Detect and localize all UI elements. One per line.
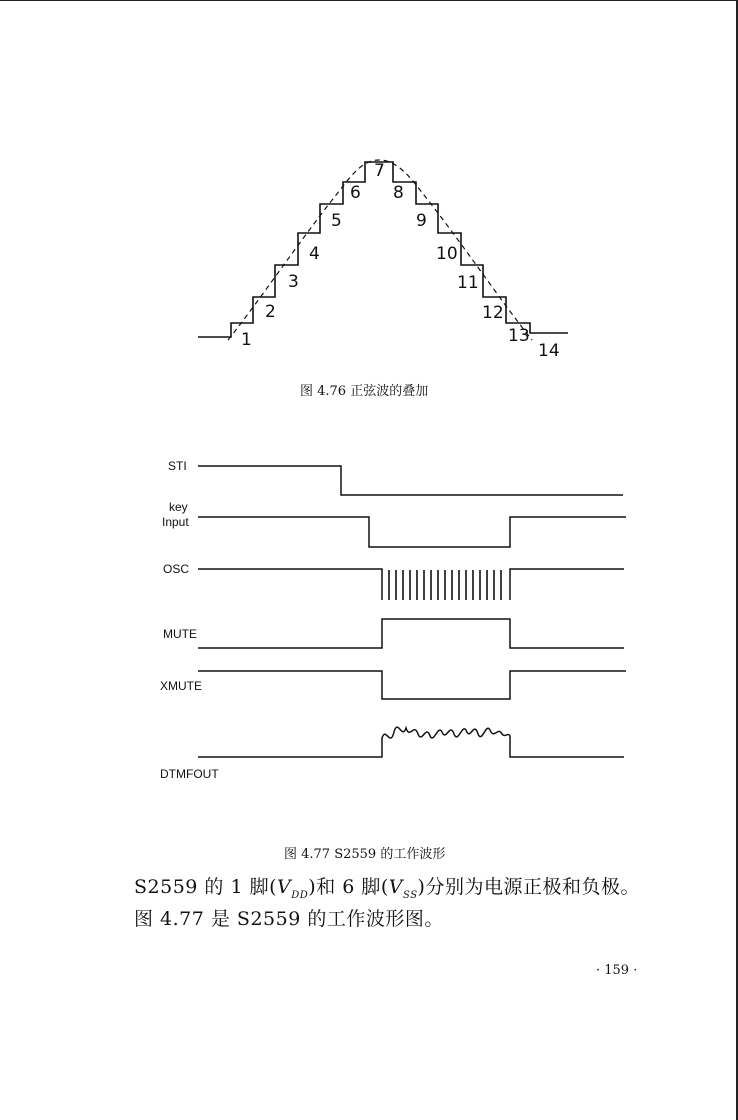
dtmfout-waveform	[198, 727, 624, 757]
step-label-7: 7	[374, 161, 385, 181]
vdd-subscript: DD	[291, 889, 309, 901]
vdd-symbol: V	[277, 876, 292, 898]
vss-subscript: SS	[403, 889, 418, 901]
sti-label: STI	[168, 459, 187, 473]
input-label: Input	[162, 515, 189, 529]
body-paragraph-line-1	[134, 872, 640, 901]
key-input-waveform	[198, 517, 626, 547]
step-label-12: 12	[482, 303, 504, 323]
osc-baseline-left	[198, 569, 382, 600]
body-paragraph-line-2: 图 4.77 是 S2559 的工作波形图。	[134, 908, 444, 930]
step-label-9: 9	[416, 211, 427, 231]
osc-label: OSC	[163, 562, 190, 576]
step-label-5: 5	[331, 211, 342, 231]
step-label-10: 10	[436, 244, 458, 264]
xmute-waveform	[198, 671, 626, 699]
step-label-14: 14	[538, 341, 560, 361]
step-label-11: 11	[457, 273, 479, 293]
step-label-2: 2	[265, 302, 276, 322]
staircase-waveform	[198, 162, 568, 337]
osc-pulse-train	[389, 570, 501, 600]
step-label-6: 6	[350, 183, 361, 203]
page-top-border	[0, 0, 738, 1]
mute-label: MUTE	[163, 627, 197, 641]
sti-waveform	[198, 466, 623, 495]
figure-4-77-waveforms	[0, 440, 738, 790]
body-text-1c: )分别为电源正极和负极。	[417, 876, 640, 898]
step-label-1: 1	[241, 330, 252, 350]
step-label-13: 13	[508, 326, 530, 346]
osc-baseline-right	[510, 569, 624, 600]
mute-waveform	[198, 619, 624, 648]
step-label-3: 3	[288, 272, 299, 292]
step-label-8: 8	[393, 183, 404, 203]
body-text-1a: S2559 的 1 脚(	[134, 876, 277, 898]
vss-symbol: V	[388, 876, 404, 898]
figure-4-76-caption: 图 4.76 正弦波的叠加	[300, 384, 429, 399]
figure-4-76-staircase	[0, 150, 738, 365]
figure-4-77-caption: 图 4.77 S2559 的工作波形	[284, 847, 446, 862]
step-label-4: 4	[309, 244, 320, 264]
key-label: key	[169, 500, 188, 514]
page-number: · 159 ·	[596, 963, 638, 978]
body-text-1b: )和 6 脚(	[308, 876, 389, 898]
dtmfout-label: DTMFOUT	[160, 767, 219, 781]
xmute-label: XMUTE	[160, 679, 202, 693]
